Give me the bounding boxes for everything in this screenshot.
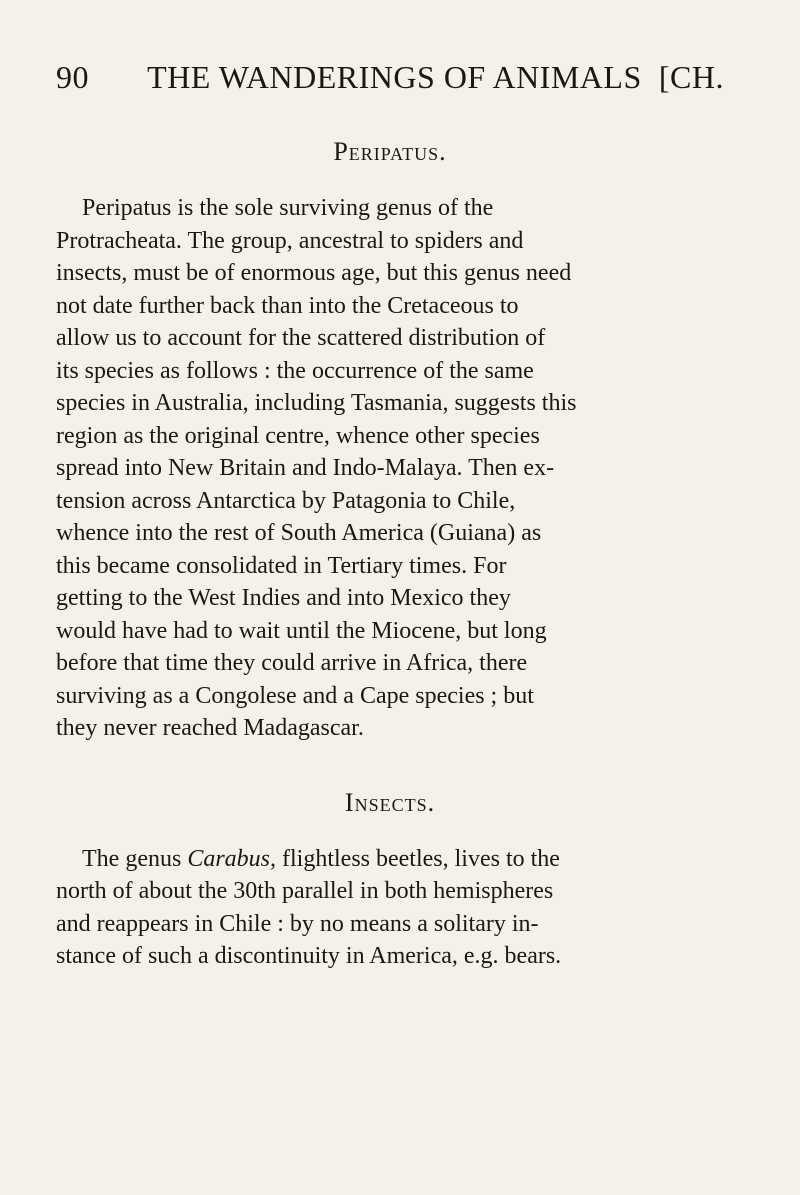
running-head [56,58,724,96]
page-number: 90 [56,59,89,95]
paragraph-line: whence into the rest of South America (Guiana) as [56,520,542,546]
paragraph-line: they never reached Madagascar. [56,715,364,741]
paragraph-line: stance of such a discontinuity in America, e.g. bears. [56,943,562,969]
paragraph-text: The genus [82,845,188,872]
peripatus-paragraph [56,192,724,745]
paragraph-line: Peripatus is the sole surviving genus of the [82,195,494,221]
running-title: THE WANDERINGS OF ANIMALS [147,59,642,95]
paragraph-line: tension across Antarctica by Patagonia to Chile, [56,487,516,514]
paragraph-line: not date further back than into the Cretaceous to [56,292,519,319]
section-title-peripatus: Peripatus. [333,137,447,166]
paragraph-line: region as the original centre, whence other species [56,422,540,449]
section-title-insects: Insects. [344,787,436,817]
chapter-mark: [CH. [658,59,724,95]
genus-name: Carabus, [187,845,276,872]
paragraph-line: allow us to account for the scattered distribution of [56,325,546,351]
paragraph-line: before that time they could arrive in Africa, there [56,650,528,676]
paragraph-line: surviving as a Congolese and a Cape species ; but [56,682,534,709]
insects-paragraph [56,843,724,973]
paragraph-line: Protracheata. The group, ancestral to spiders and [56,227,524,254]
paragraph-line: north of about the 30th parallel in both hemispheres [56,878,554,904]
paragraph-text: flightless beetles, lives to the [276,845,560,872]
book-page [56,58,724,973]
paragraph-line: species in Australia, including Tasmania, suggests this [56,390,577,416]
paragraph-first-line [56,843,724,876]
paragraph-line: spread into New Britain and Indo-Malaya. Then ex- [56,455,555,481]
paragraph-line: getting to the West Indies and into Mexico they [56,585,511,611]
paragraph-line: insects, must be of enormous age, but this genus need [56,260,572,286]
paragraph-line: its species as follows : the occurrence of the same [56,357,534,384]
paragraph-line: this became consolidated in Tertiary times. For [56,552,507,579]
paragraph-line: and reappears in Chile : by no means a solitary in- [56,910,539,937]
paragraph-line: would have had to wait until the Miocene, but long [56,617,547,644]
